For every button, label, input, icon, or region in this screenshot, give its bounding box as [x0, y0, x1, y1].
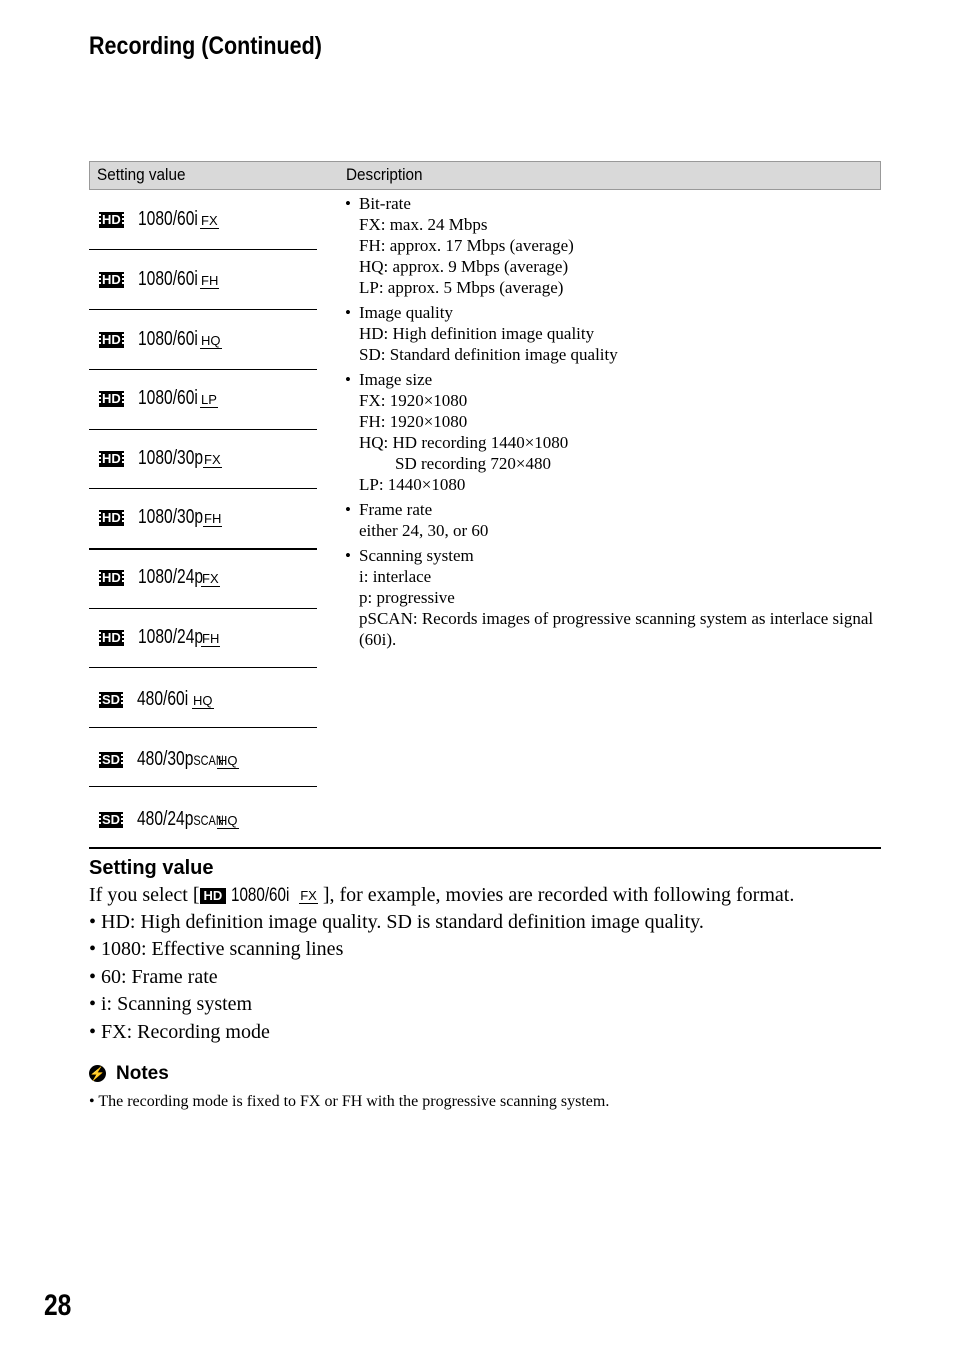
- hd-badge-icon: HD: [99, 510, 124, 526]
- settings-table: [89, 161, 881, 849]
- format-label: 1080/60i: [231, 885, 290, 906]
- hd-badge-icon: HD: [200, 888, 227, 904]
- format-label: 1080/24p: [138, 566, 204, 588]
- table-row: [89, 668, 317, 728]
- description-bitrate: • Bit-rate FX: max. 24 Mbps FH: approx. 17 Mbps (average) HQ: approx. 9 Mbps (average) LP: approx. 5 Mbps (average): [345, 194, 574, 297]
- recording-mode-icon: HQ: [201, 333, 221, 348]
- recording-mode-icon: FX: [201, 213, 218, 228]
- format-label: 480/24pSCAN: [137, 808, 224, 830]
- hd-badge-icon: HD: [99, 451, 124, 467]
- table-row: [89, 787, 317, 846]
- table-row: [89, 489, 317, 550]
- format-label: 1080/24p: [138, 626, 204, 648]
- sd-badge-icon: SD: [99, 692, 123, 708]
- recording-mode-icon: HQ: [193, 693, 213, 708]
- hd-badge-icon: HD: [99, 391, 124, 407]
- format-label: 480/60i: [137, 688, 189, 710]
- description-column: [345, 193, 875, 654]
- description-scanning-system: • Scanning system i: interlace p: progressive pSCAN: Records images of progressive scanning system as interlace signal (60i).: [345, 546, 874, 649]
- notes-heading: ⚡ Notes: [89, 1063, 169, 1084]
- hd-badge-icon: HD: [99, 272, 124, 288]
- format-label: 1080/60i: [138, 208, 198, 230]
- table-header: [89, 161, 881, 190]
- page-number: 28: [44, 1289, 72, 1322]
- column-header-setting-value: Setting value: [97, 165, 186, 184]
- recording-mode-icon: FX: [202, 571, 219, 586]
- note-item: • The recording mode is fixed to FX or FH with the progressive scanning system.: [89, 1093, 610, 1110]
- recording-mode-icon: FH: [201, 273, 219, 288]
- description-image-quality: • Image quality HD: High definition image quality SD: Standard definition image quality: [345, 303, 618, 364]
- table-row: [89, 310, 317, 370]
- recording-mode-icon: HQ: [218, 813, 238, 828]
- hd-badge-icon: HD: [99, 332, 124, 348]
- page-title: Recording (Continued): [89, 32, 322, 60]
- hd-badge-icon: HD: [99, 570, 124, 586]
- table-row: [89, 429, 317, 489]
- list-item: • 1080: Effective scanning lines: [89, 938, 344, 960]
- list-item: • 60: Frame rate: [89, 966, 218, 988]
- list-item: • HD: High definition image quality. SD is standard definition image quality.: [89, 911, 704, 933]
- format-label: 480/30pSCAN: [137, 748, 224, 770]
- notes-icon: ⚡: [89, 1066, 106, 1081]
- column-header-description: Description: [346, 165, 423, 184]
- description-image-size: • Image size FX: 1920×1080 FH: 1920×1080 HQ: HD recording 1440×1080 SD recording 720×480 LP: 1440×1080: [345, 370, 569, 494]
- sd-badge-icon: SD: [99, 812, 123, 828]
- format-label: 1080/30p: [138, 447, 204, 469]
- recording-mode-icon: FH: [202, 631, 220, 646]
- table-row: [89, 549, 317, 609]
- section-heading-setting-value: Setting value: [89, 857, 214, 879]
- table-row: [89, 727, 317, 787]
- recording-mode-icon: LP: [201, 392, 217, 407]
- setting-value-intro: If you select [ HD 1080/60i FX ], for example, movies are recorded with following format.: [89, 884, 795, 906]
- recording-mode-icon: HQ: [218, 753, 238, 768]
- table-row: [89, 608, 317, 668]
- table-row: [89, 190, 317, 250]
- recording-mode-icon: FH: [204, 511, 222, 526]
- sd-badge-icon: SD: [99, 752, 123, 768]
- recording-mode-icon: FX: [204, 452, 221, 467]
- table-row: [89, 370, 317, 430]
- hd-badge-icon: HD: [99, 630, 124, 646]
- format-label: 1080/60i: [138, 268, 198, 290]
- list-item: • FX: Recording mode: [89, 1021, 270, 1043]
- table-row: [89, 250, 317, 310]
- description-frame-rate: • Frame rate either 24, 30, or 60: [345, 500, 489, 540]
- format-label: 1080/60i: [138, 328, 198, 350]
- hd-badge-icon: HD: [99, 212, 124, 228]
- format-label: 1080/30p: [138, 506, 204, 528]
- scan-label: SCAN: [193, 752, 224, 768]
- scan-label: SCAN: [193, 812, 224, 828]
- list-item: • i: Scanning system: [89, 993, 253, 1015]
- format-label: 1080/60i: [138, 387, 198, 409]
- recording-mode-icon: FX: [300, 888, 317, 903]
